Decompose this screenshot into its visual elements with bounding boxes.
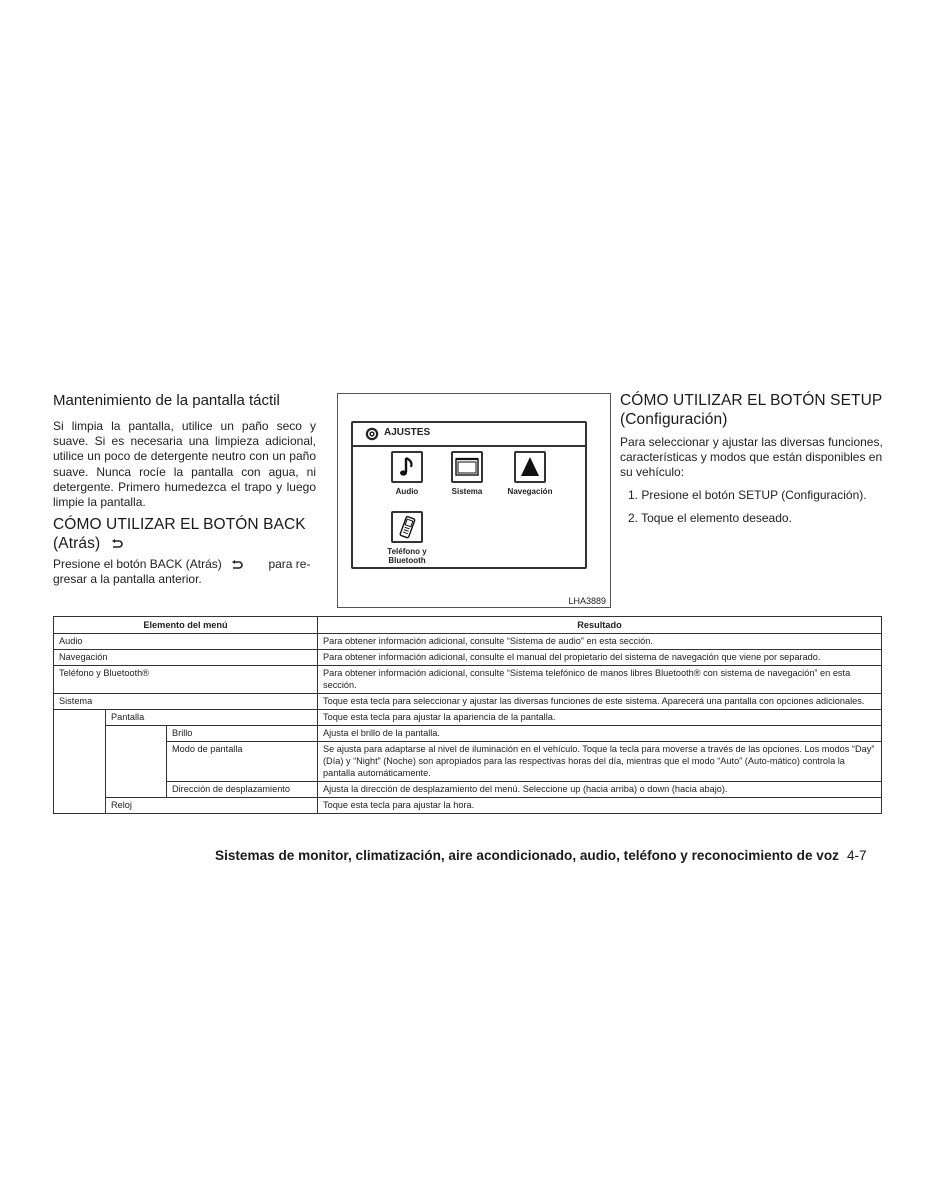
settings-header bbox=[353, 423, 585, 447]
table-cell-item: Modo de pantalla bbox=[167, 742, 318, 782]
back-paragraph-text-a: Presione el botón BACK (Atrás) bbox=[53, 557, 222, 571]
table-row bbox=[54, 798, 882, 814]
setup-screen-figure bbox=[337, 393, 611, 608]
table-cell-result: Para obtener información adicional, consulte el manual del propietario del sistema de navegación que viene por separado. bbox=[318, 650, 882, 666]
settings-title: AJUSTES bbox=[384, 427, 431, 438]
table-cell-result: Ajusta el brillo de la pantalla. bbox=[318, 726, 882, 742]
table-indent-cell bbox=[106, 726, 167, 798]
back-heading-line2 bbox=[53, 534, 323, 553]
figure-caption: LHA3889 bbox=[568, 596, 606, 606]
table-cell-result: Para obtener información adicional, consulte “Sistema de audio” en esta sección. bbox=[318, 634, 882, 650]
table-indent-cell bbox=[54, 710, 106, 814]
table-cell-item: Navegación bbox=[54, 650, 318, 666]
table-header-row bbox=[54, 617, 882, 634]
back-paragraph-line2: gresar a la pantalla anterior. bbox=[53, 572, 202, 587]
table-row bbox=[54, 726, 882, 742]
table-row bbox=[54, 742, 882, 782]
navigation-tile[interactable] bbox=[514, 451, 546, 483]
setup-paragraph: Para seleccionar y ajustar las diversas funciones, características y modos que están disponibles en su vehículo: bbox=[620, 435, 883, 480]
table-cell-item: Teléfono y Bluetooth® bbox=[54, 666, 318, 694]
back-paragraph-line1 bbox=[53, 557, 316, 572]
setup-step-1: 1. Presione el botón SETUP (Configuración). bbox=[628, 488, 867, 502]
table-row bbox=[54, 710, 882, 726]
setup-button-heading bbox=[620, 391, 890, 429]
table-cell-result: Toque esta tecla para seleccionar y ajustar las diversas funciones de este sistema. Aparecerá una pantalla con opciones adicionales. bbox=[318, 694, 882, 710]
maintenance-heading: Mantenimiento de la pantalla táctil bbox=[53, 392, 280, 409]
table-cell-item: Pantalla bbox=[106, 710, 318, 726]
settings-screen bbox=[351, 421, 587, 569]
music-note-icon bbox=[393, 453, 421, 481]
back-arrow-icon-inline bbox=[231, 560, 243, 570]
back-arrow-icon bbox=[111, 539, 123, 549]
table-cell-item: Dirección de desplazamiento bbox=[167, 782, 318, 798]
page-number: 4-7 bbox=[846, 848, 867, 863]
table-cell-result: Para obtener información adicional, consulte “Sistema telefónico de manos libres Bluetooth® con sistema de navegación” en esta sección. bbox=[318, 666, 882, 694]
table-header-result: Resultado bbox=[318, 617, 882, 634]
setup-heading-line1: CÓMO UTILIZAR EL BOTÓN SETUP bbox=[620, 392, 883, 409]
phone-tile[interactable] bbox=[391, 511, 423, 543]
back-paragraph bbox=[53, 557, 316, 587]
setup-heading-line2: (Configuración) bbox=[620, 411, 728, 428]
setup-step-2: 2. Toque el elemento deseado. bbox=[628, 511, 792, 525]
audio-tile-label: Audio bbox=[395, 487, 419, 496]
gear-icon bbox=[365, 427, 379, 441]
table-row bbox=[54, 634, 882, 650]
system-tile-label: Sistema bbox=[451, 487, 483, 496]
table-row bbox=[54, 782, 882, 798]
table-header-item: Elemento del menú bbox=[54, 617, 318, 634]
table-cell-result: Se ajusta para adaptarse al nivel de iluminación en el vehículo. Toque la tecla para moverse a través de las opciones. Los modos “Day” (Día) y “Night” (Noche) son apropiados para las respectivas horas del día, mientras que el modo “Auto” (Auto-mático) controla la pantalla automáticamente. bbox=[318, 742, 882, 782]
table-cell-result: Toque esta tecla para ajustar la hora. bbox=[318, 798, 882, 814]
table-cell-item: Sistema bbox=[54, 694, 318, 710]
system-tile[interactable] bbox=[451, 451, 483, 483]
table-cell-item: Audio bbox=[54, 634, 318, 650]
phone-tile-label: Teléfono y Bluetooth bbox=[387, 547, 427, 565]
back-heading-line1: CÓMO UTILIZAR EL BOTÓN BACK bbox=[53, 516, 306, 533]
audio-tile[interactable] bbox=[391, 451, 423, 483]
table-row bbox=[54, 650, 882, 666]
back-button-heading bbox=[53, 515, 323, 553]
phone-icon bbox=[393, 513, 421, 541]
table-cell-item: Brillo bbox=[167, 726, 318, 742]
footer-chapter-title: Sistemas de monitor, climatización, aire acondicionado, audio, teléfono y reconocimiento de voz bbox=[215, 848, 839, 863]
back-heading-atras: (Atrás) bbox=[53, 535, 101, 552]
navigation-arrow-icon bbox=[516, 453, 544, 481]
menu-table bbox=[53, 616, 882, 814]
back-paragraph-text-b: para re- bbox=[268, 557, 311, 571]
navigation-tile-label: Navegación bbox=[507, 487, 553, 496]
page-footer bbox=[215, 848, 867, 863]
table-cell-result: Ajusta la dirección de desplazamiento del menú. Seleccione up (hacia arriba) o down (hacia abajo). bbox=[318, 782, 882, 798]
table-row bbox=[54, 694, 882, 710]
table-cell-item: Reloj bbox=[106, 798, 318, 814]
table-row bbox=[54, 666, 882, 694]
table-cell-result: Toque esta tecla para ajustar la apariencia de la pantalla. bbox=[318, 710, 882, 726]
maintenance-paragraph: Si limpia la pantalla, utilice un paño seco y suave. Si es necesaria una limpieza adicional, utilice un poco de detergente neutro con un paño suave. Nunca rocíe la pantalla con agua, ni detergente. Primero humedezca el trapo y luego limpie la pantalla. bbox=[53, 419, 316, 510]
system-icon bbox=[453, 453, 481, 481]
